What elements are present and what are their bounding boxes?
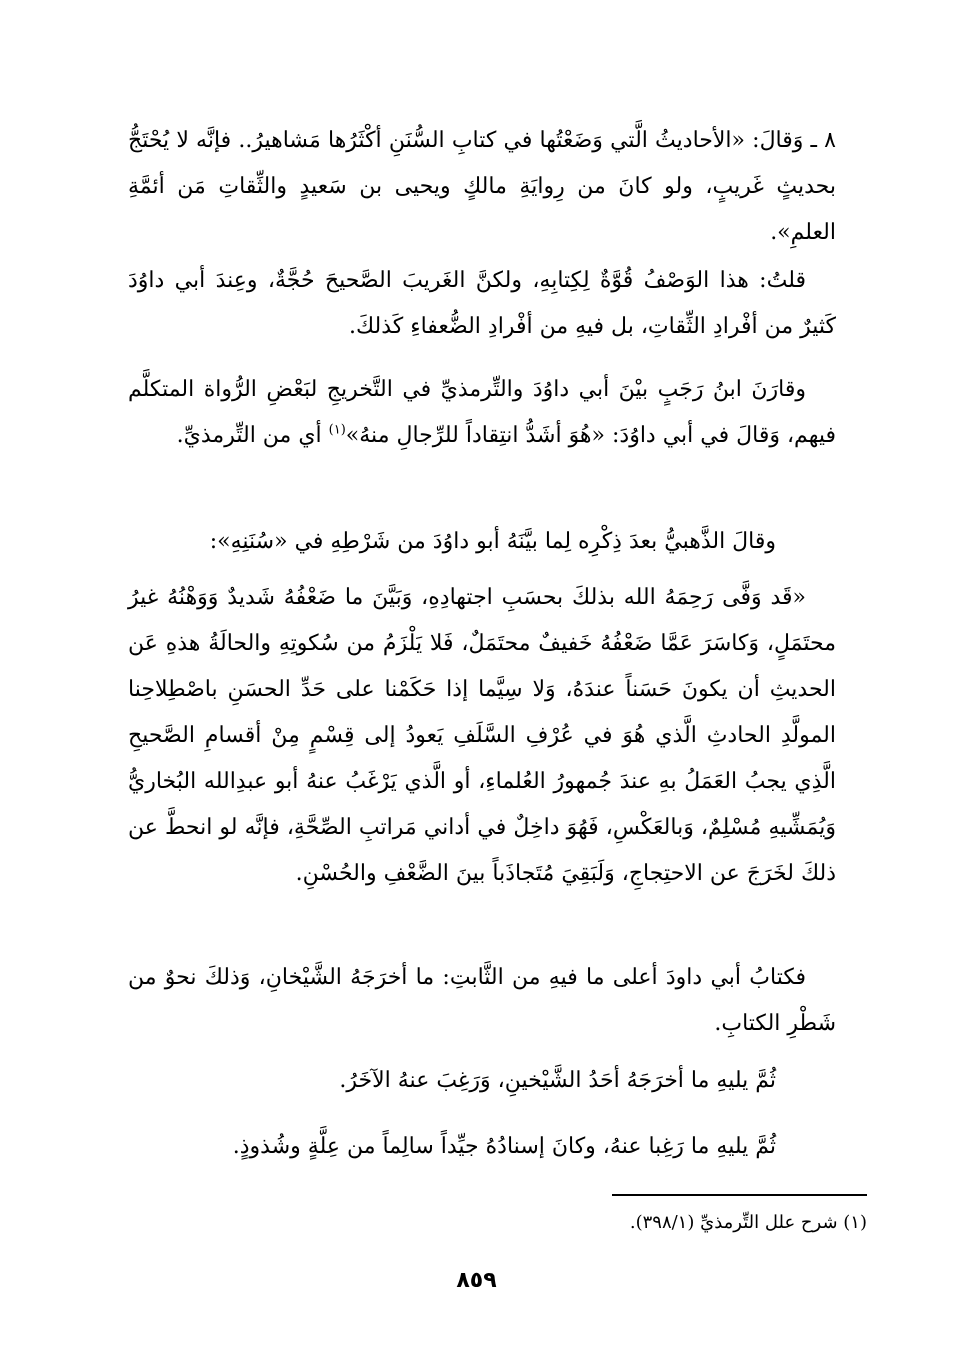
paragraph-text: قلتُ: هذا الوَصْفُ قُوَّةٌ لِكِتابِهِ، ولكنَّ الغَريبَ الصَّحيحَ حُجَّةٌ، وعِندَ أبي داوُدَ كَثيرٌ من أفْرادِ الثِّقاتِ، بل فيهِ من أفْرادِ الضُّعفاءِ كَذلكَ. xyxy=(128,268,836,339)
footnote-divider xyxy=(612,1194,867,1196)
paragraph-text xyxy=(128,367,836,459)
paragraph-thumma-2 xyxy=(128,1124,836,1170)
paragraph-8-quote xyxy=(128,118,836,256)
paragraph-text-main: وقارَنَ ابنُ رَجَبٍ بيْنَ أبي داوُدَ والتِّرمذيِّ في التَّخريجِ لبَعْضِ الرُّواة المتكلَّم فيهم، وَقالَ في أبي داوُدَ: «هُوَ أشَدُّ انتِقاداً للرِّجالِ منهُ» xyxy=(128,377,836,448)
paragraph-kitab xyxy=(128,955,836,1047)
paragraph-thumma-1 xyxy=(128,1058,836,1104)
paragraph-dhahabi-quote xyxy=(128,575,836,897)
paragraph-text: ٨ ـ وَقالَ: «الأحاديثُ الَّتي وَضَعْتُها في كتابِ السُّنَنِ أكْثَرُها مَشاهيرُ.. فإنَّه لا يُحْتَجُّ بحديثٍ غَريبٍ، ولو كانَ من رِوايَةِ مالكٍ ويحيى بن سَعيدٍ والثِّقاتِ مَن أئمَّةِ العلمِ». xyxy=(128,128,836,245)
paragraph-text: فكتابُ أبي داودَ أعلى ما فيهِ من الثَّابتِ: ما أخرَجَهُ الشَّيْخانِ، وَذلكَ نحوٌ من شَطْرِ الكتابِ. xyxy=(128,965,836,1036)
paragraph-ibn-rajab xyxy=(128,367,836,459)
footnote: (١) شرح علل التِّرمذيِّ (٣٩٨/١). xyxy=(629,1212,867,1233)
paragraph-text: ثُمَّ يليهِ ما أخرَجَهُ أحَدُ الشَّيْخينِ، وَرَغِبَ عنهُ الآخَرُ. xyxy=(339,1068,776,1093)
paragraph-text: «قَد وَفَّى رَحِمَهُ الله بذلكَ بحسَبِ اجتهادِهِ، وَبَيَّنَ ما ضَعْفُهُ شَديدٌ وَوَهْنُهُ غيرُ محتَمَلٍ، وَكاسَرَ عَمَّا ضَعْفُهُ خَفيفٌ محتَمَلٌ، فَلا يَلْزَمُ من سُكوتِهِ والحالَةُ هذهِ عَن الحديثِ أن يكونَ حَسَناً عندَهُ، وَلا سِيَّما إذا حَكَمْنا على حَدِّ الحسَنِ باصْطِلاحِنا المولَّدِ الحادثِ الَّذي هُوَ في عُرْفِ السَّلَفِ يَعودُ إلى قِسْمٍ مِنْ أقسامِ الصَّحيحِ الَّذِي يجبُ العَمَلُ بهِ عندَ جُمهورُ العُلماءِ، أو الَّذي يَرْغَبُ عنهُ أبو عبدِالله البُخاريُّ وَيُمَشِّيهِ مُسْلِمٌ، وَبالعَكْسِ، فَهُوَ داخِلٌ في أداني مَراتبِ الصِّحَّةِ، فإنَّه لو انحطَّ عن ذلكَ لخَرَجَ عن الاحتِجاجِ، وَلَبَقِيَ مُتَجاذَباً بينَ الضَّعْفِ والحُسْنِ. xyxy=(128,585,836,886)
paragraph-comment xyxy=(128,258,836,350)
paragraph-text: وقالَ الذَّهبيُّ بعدَ ذِكْرِه لِما بيَّنَهُ أبو داوُدَ من شَرْطِهِ في «سُنَنِهِ»: xyxy=(209,529,776,554)
page-number: ٨٥٩ xyxy=(456,1268,497,1293)
paragraph-text-tail: أي من التِّرمذيِّ. xyxy=(176,423,329,448)
paragraph-dhahabi-intro xyxy=(128,519,836,565)
paragraph-text: ثُمَّ يليهِ ما رَغِبا عنهُ، وكانَ إسنادُهُ جيِّداً سالِماً من عِلَّةٍ وشُذوذٍ. xyxy=(232,1134,776,1159)
footnote-marker: (١) xyxy=(328,422,346,438)
